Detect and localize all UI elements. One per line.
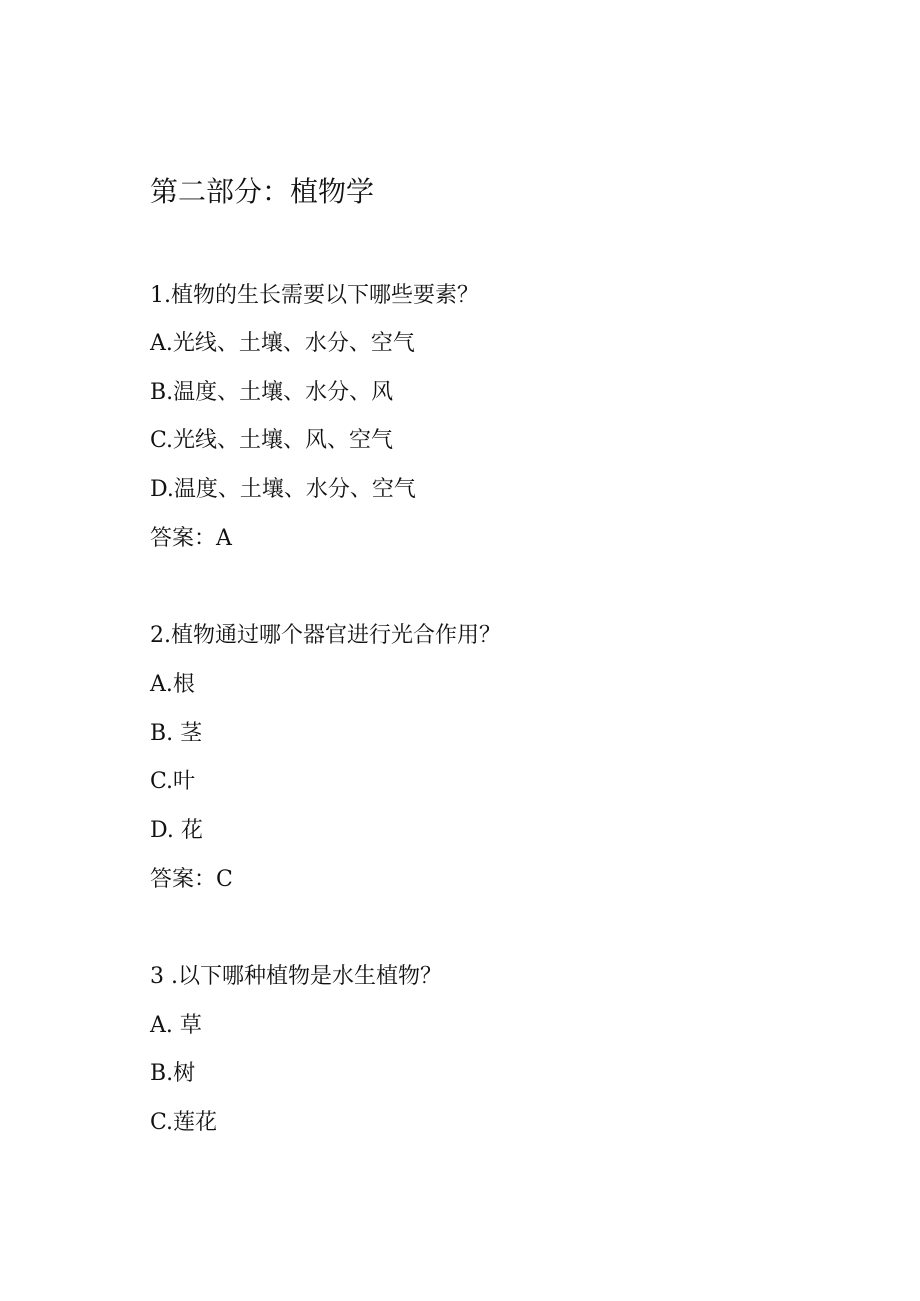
- question-3-option-a: A. 草: [150, 1013, 202, 1038]
- question-2-option-a: A.根: [150, 672, 195, 697]
- question-1-option-a: A.光线、土壤、水分、空气: [150, 331, 415, 356]
- section-title: 第二部分：植物学: [150, 175, 375, 208]
- question-2-option-c: C.叶: [150, 769, 196, 794]
- question-1-option-d: D.温度、土壤、水分、空气: [150, 477, 416, 502]
- question-3-option-b: B.树: [150, 1061, 196, 1086]
- question-1-option-b: B.温度、土壤、水分、风: [150, 380, 394, 405]
- question-2-option-b: B. 茎: [150, 721, 203, 746]
- question-2-option-d: D. 花: [150, 818, 203, 843]
- question-2-prompt: 2.植物通过哪个器官进行光合作用？: [150, 623, 501, 648]
- question-3-prompt: 3 .以下哪种植物是水生植物？: [150, 964, 442, 989]
- question-2-answer: 答案：C: [150, 867, 233, 892]
- question-1-prompt: 1.植物的生长需要以下哪些要素？: [150, 283, 479, 308]
- question-1-answer: 答案：A: [150, 526, 232, 551]
- question-3-option-c: C.莲花: [150, 1110, 218, 1135]
- question-1-option-c: C.光线、土壤、风、空气: [150, 428, 394, 453]
